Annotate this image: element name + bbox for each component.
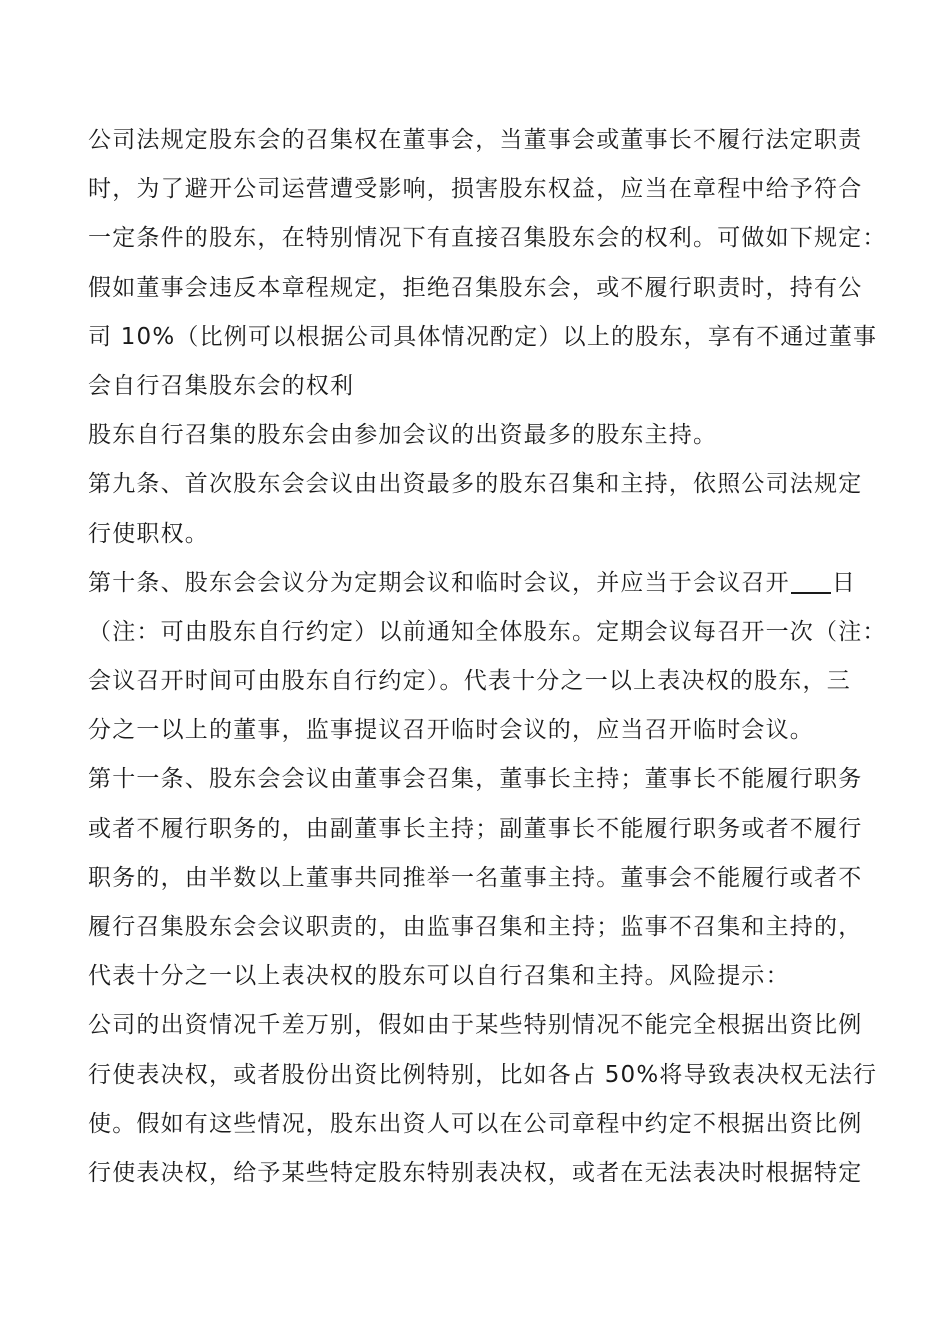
text-line: 股东自行召集的股东会由参加会议的出资最多的股东主持。 [88, 422, 718, 449]
text-line: 行使表决权，或者股份出资比例特别，比如各占 50%将导致表决权无法行 [88, 1061, 878, 1088]
text-line: 时，为了避开公司运营遭受影响，损害股东权益，应当在章程中给予符合 [88, 176, 863, 203]
text-line: 一定条件的股东，在特别情况下有直接召集股东会的权利。可做如下规定： [88, 225, 887, 252]
text-line: 假如董事会违反本章程规定，拒绝召集股东会，或不履行职责时，持有公 [88, 274, 863, 301]
text-line: 会议召开时间可由股东自行约定）。代表十分之一以上表决权的股东，三 [88, 668, 851, 695]
text-line: 会自行召集股东会的权利 [88, 372, 355, 399]
text-line: 职务的，由半数以上董事共同推举一名董事主持。董事会不能履行或者不 [88, 864, 863, 891]
text-line: 行使表决权，给予某些特定股东特别表决权，或者在无法表决时根据特定 [88, 1159, 863, 1186]
text-line: 公司法规定股东会的召集权在董事会，当董事会或董事长不履行法定职责 [88, 127, 863, 153]
text-line: 或者不履行职务的，由副董事长主持；副董事长不能履行职务或者不履行 [88, 815, 863, 842]
text-line: 履行召集股东会会议职责的，由监事召集和主持；监事不召集和主持的， [88, 914, 863, 940]
text-line: 公司的出资情况千差万别，假如由于某些特别情况不能完全根据出资比例 [88, 1012, 863, 1039]
text-line: 代表十分之一以上表决权的股东可以自行召集和主持。风险提示： [88, 963, 790, 990]
text-line: 分之一以上的董事，监事提议召开临时会议的，应当召开临时会议。 [88, 717, 814, 744]
text-line: 第十一条、股东会会议由董事会召集，董事长主持；董事长不能履行职务 [88, 766, 863, 793]
fill-in-blank [791, 564, 831, 594]
text-line-suffix: 日 [831, 569, 857, 596]
text-line: 行使职权。 [88, 520, 209, 547]
text-line-segment: 第十条、股东会会议分为定期会议和临时会议，并应当于会议召开 [88, 569, 790, 596]
document-body [88, 116, 887, 1198]
text-line: 使。假如有这些情况，股东出资人可以在公司章程中约定不根据出资比例 [88, 1110, 863, 1137]
text-line: 第九条、首次股东会会议由出资最多的股东召集和主持，依照公司法规定 [88, 471, 863, 498]
text-line: 司 10%（比例可以根据公司具体情况酌定）以上的股东，享有不通过董事 [88, 323, 878, 350]
text-line-with-blank [88, 559, 868, 608]
text-line: （注：可由股东自行约定）以前通知全体股东。定期会议每召开一次（注： [88, 618, 887, 645]
